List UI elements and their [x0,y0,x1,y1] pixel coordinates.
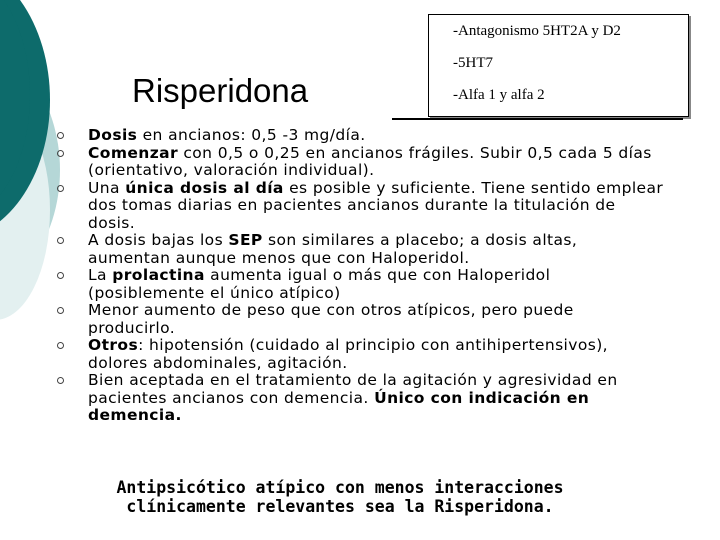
circle-bullet-icon [57,342,64,349]
bullet-item: Una única dosis al día es posible y suficiente. Tiene sentido emplear dos tomas diarias en pacientes ancianos durante la titulación de dosis. [64,180,664,233]
circle-bullet-icon [57,272,64,279]
bullet-list [64,127,664,425]
bullet-item: Bien aceptada en el tratamiento de la agitación y agresividad en pacientes ancianos con demencia. Único con indicación en demencia. [64,372,664,425]
info-line-3: -Alfa 1 y alfa 2 [453,87,545,103]
bullet-item: Dosis en ancianos: 0,5 -3 mg/día. [64,127,664,145]
bullet-item: A dosis bajas los SEP son similares a placebo; a dosis altas, aumentan aunque menos que con Haloperidol. [64,232,664,267]
circle-bullet-icon [57,150,64,157]
circle-bullet-icon [57,185,64,192]
bullet-item: Otros: hipotensión (cuidado al principio con antihipertensivos), dolores abdominales, agitación. [64,337,664,372]
circle-bullet-icon [57,132,64,139]
circle-bullet-icon [57,237,64,244]
bullet-item: Menor aumento de peso que con otros atípicos, pero puede producirlo. [64,302,664,337]
slide-title: Risperidona [132,72,309,109]
mechanism-info-box [428,14,689,117]
conclusion-text: Antipsicótico atípico con menos interacciones clínicamente relevantes sea la Risperidona. [116,478,564,516]
bullet-item: Comenzar con 0,5 o 0,25 en ancianos frágiles. Subir 0,5 cada 5 días (orientativo, valoración individual). [64,145,664,180]
circle-bullet-icon [57,377,64,384]
bullet-item: La prolactina aumenta igual o más que con Haloperidol (posiblemente el único atípico) [64,267,664,302]
info-line-2: -5HT7 [453,55,493,71]
title-underline [392,118,683,120]
info-line-1: -Antagonismo 5HT2A y D2 [453,23,621,39]
circle-bullet-icon [57,307,64,314]
